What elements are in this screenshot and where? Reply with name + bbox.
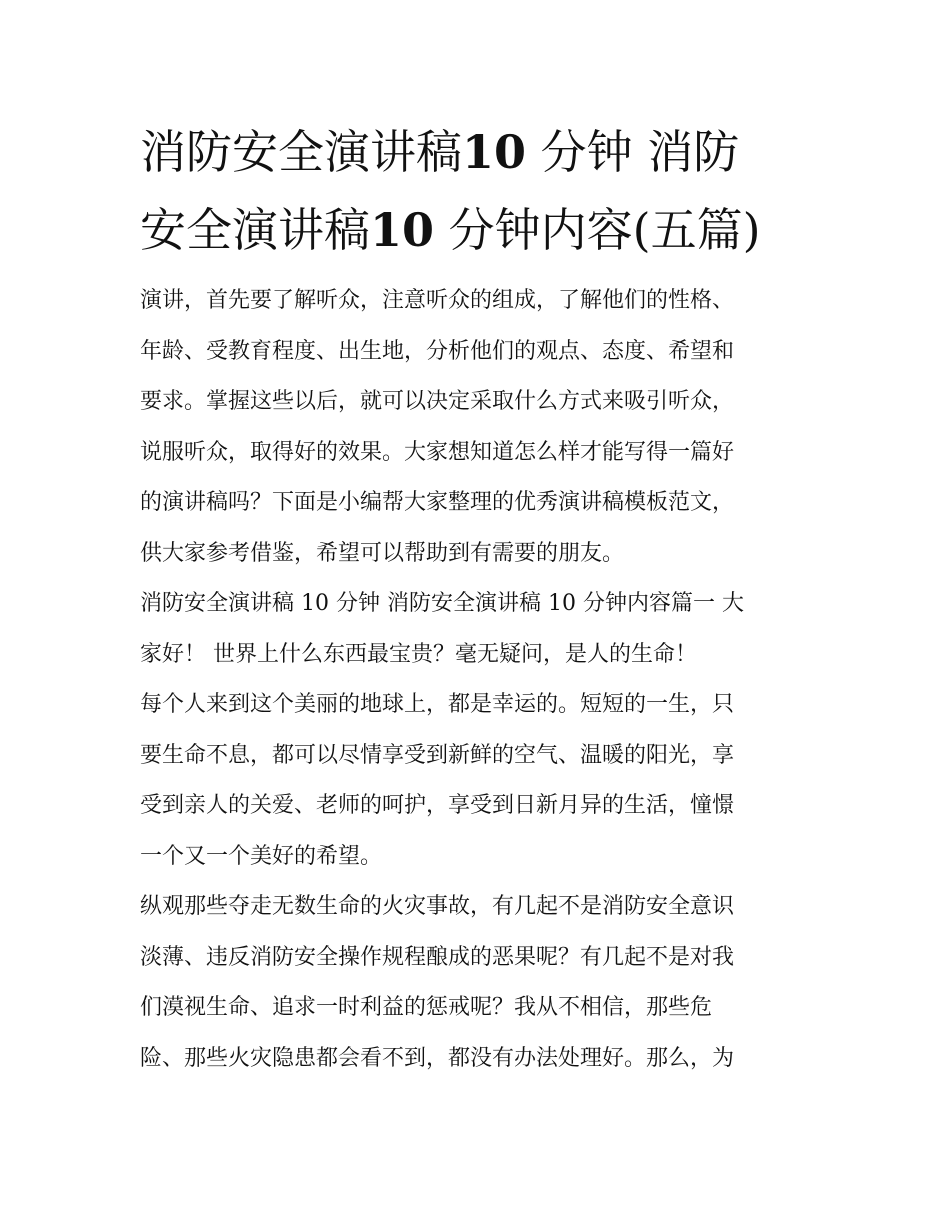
text-line: 说服听众，取得好的效果。大家想知道怎么样才能写得一篇好	[140, 439, 735, 465]
title-line: 安全演讲稿10 分钟内容(五篇)	[140, 203, 761, 257]
document-title	[140, 113, 820, 269]
text-line: 受到亲人的关爱、老师的呵护，享受到日新月异的生活，憧憬	[140, 793, 735, 818]
text-line: 险、那些火灾隐患都会看不到，都没有办法处理好。那么，为	[140, 1045, 735, 1071]
title-line: 消防安全演讲稿10 分钟 消防	[140, 125, 740, 179]
text-line: 家好！ 世界上什么东西最宝贵？毫无疑问，是人的生命！	[140, 641, 697, 667]
text-line: 供大家参考借鉴，希望可以帮助到有需要的朋友。	[140, 540, 625, 566]
text-line: 消防安全演讲稿 10 分钟 消防安全演讲稿 10 分钟内容篇一 大	[140, 591, 744, 616]
text-line: 们漠视生命、追求一时利益的惩戒呢？我从不相信，那些危	[140, 995, 713, 1020]
text-line: 的演讲稿吗？下面是小编帮大家整理的优秀演讲稿模板范文，	[140, 490, 735, 515]
body-paragraph	[140, 680, 820, 882]
text-line: 要生命不息，都可以尽情享受到新鲜的空气、温暖的阳光，享	[140, 742, 735, 768]
text-line: 一个又一个美好的希望。	[140, 843, 383, 869]
document-body	[140, 276, 820, 1084]
heading-paragraph	[140, 579, 820, 680]
text-line: 年龄、受教育程度、出生地，分析他们的观点、态度、希望和	[140, 338, 735, 364]
body-paragraph	[140, 882, 820, 1084]
text-line: 每个人来到这个美丽的地球上，都是幸运的。短短的一生，只	[140, 692, 735, 717]
text-line: 演讲，首先要了解听众，注意听众的组成，了解他们的性格、	[140, 288, 735, 313]
text-line: 要求。掌握这些以后，就可以决定采取什么方式来吸引听众，	[140, 389, 735, 414]
intro-paragraph	[140, 276, 820, 579]
text-line: 纵观那些夺走无数生命的火灾事故，有几起不是消防安全意识	[140, 894, 735, 919]
text-line: 淡薄、违反消防安全操作规程酿成的恶果呢？有几起不是对我	[140, 944, 735, 970]
